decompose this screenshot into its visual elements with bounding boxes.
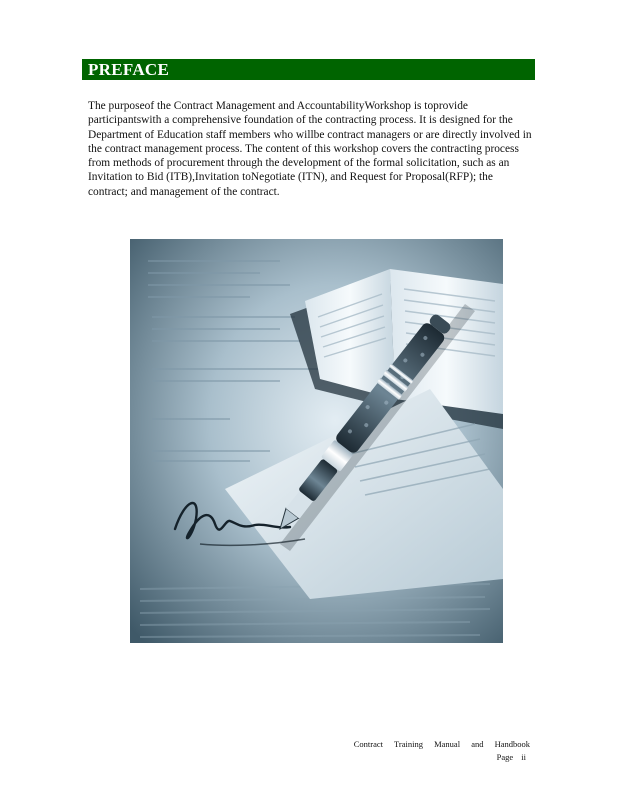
page-title: PREFACE (88, 60, 170, 79)
pen-signing-illustration (130, 239, 503, 643)
page-footer (354, 738, 530, 764)
footer-page-number: Page ii (496, 752, 526, 762)
preface-paragraph: The purposeof the Contract Management and AccountabilityWorkshop is toprovide participantswith a comprehensive foundation of the contracting process. It is designed for the Department of Education staff members who willbe contract managers or are directly involved in the contract management process. The content of this workshop covers the contracting process from methods of procurement through the development of the formal solicitation, such as an Invitation to Bid (ITB),Invitation toNegotiate (ITN), and Request for Proposal(RFP); the contract; and management of the contract. (88, 100, 532, 198)
preface-heading-bar (82, 59, 535, 80)
pen-signing-photo (130, 239, 503, 643)
preface-paragraph-block (88, 99, 534, 199)
footer-document-title: Contract Training Manual and Handbook (353, 739, 530, 749)
